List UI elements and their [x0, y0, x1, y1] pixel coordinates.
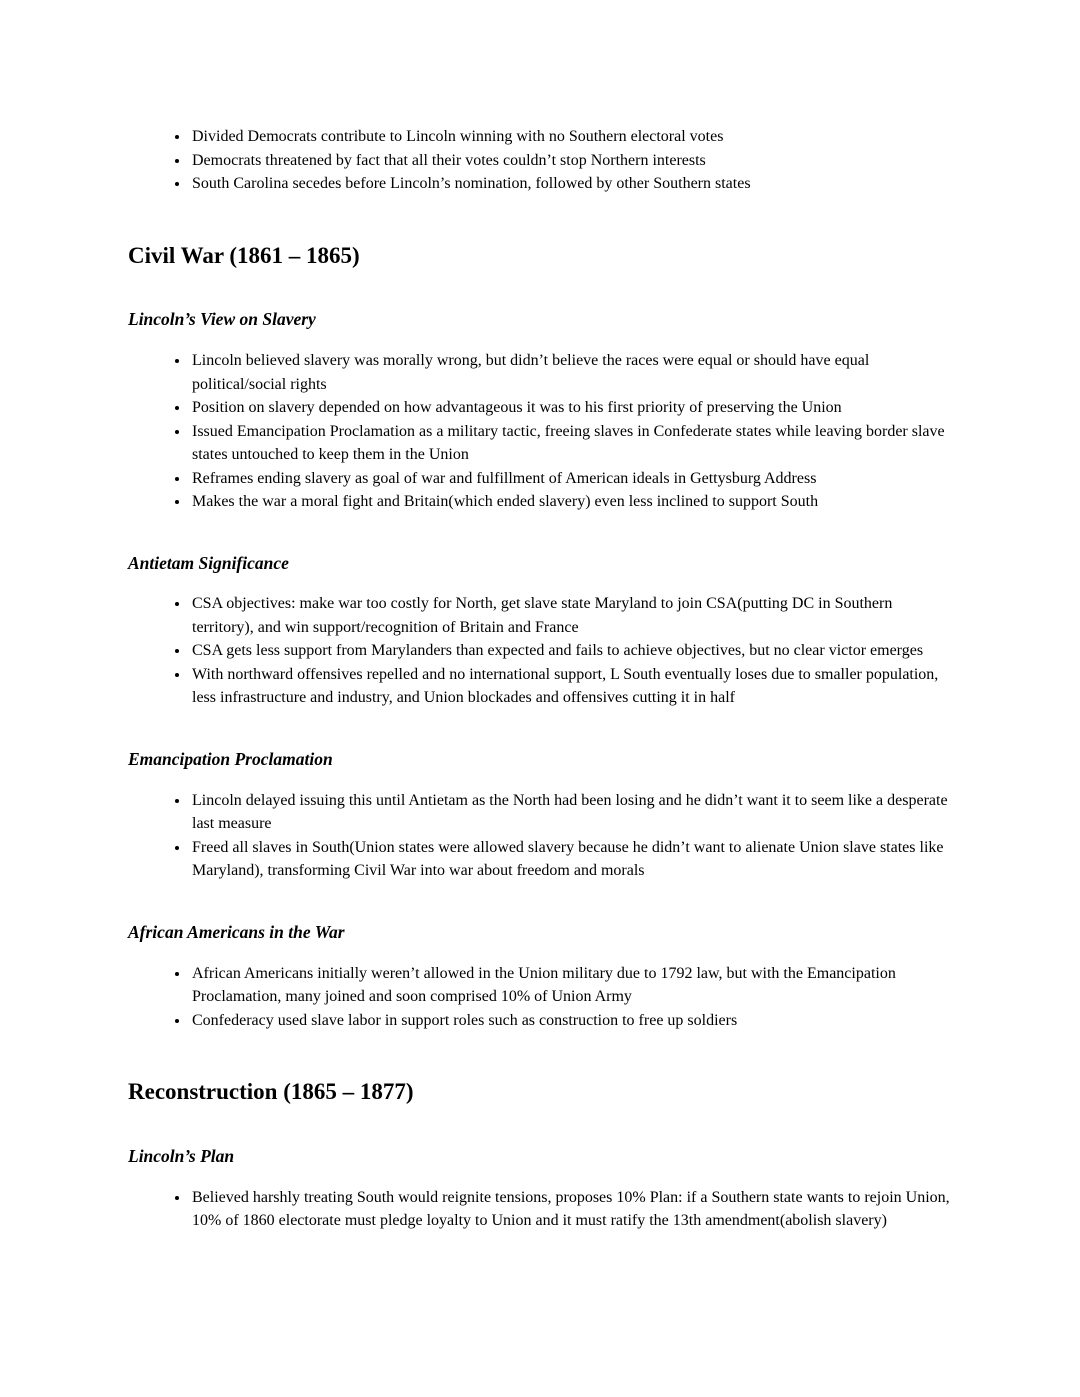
bullet-item: • Believed harshly treating South would reignite tensions, proposes 10% Plan: if a Southern state wants to rejoin Union, 10% of 1860 electorate must pledge loyalty to Union and it must ratify the 13th amendment(abolish slavery) [190, 1186, 950, 1233]
bullet-item: • Lincoln believed slavery was morally wrong, but didn’t believe the races were equal or should have equal political/social rights [190, 349, 950, 396]
bullet-item: • With northward offensives repelled and no international support, L South eventually loses due to smaller population, less infrastructure and industry, and Union blockades and offensives cutting it in half [190, 663, 950, 710]
bullet-item: • African Americans initially weren’t allowed in the Union military due to 1792 law, but with the Emancipation Proclamation, many joined and soon comprised 10% of Union Army [190, 962, 950, 1009]
subsection-title: Lincoln’s View on Slavery [128, 309, 316, 330]
bullet-item: • Makes the war a moral fight and Britain(which ended slavery) even less inclined to support South [190, 490, 950, 514]
bullet-item: • CSA gets less support from Marylanders than expected and fails to achieve objectives, but no clear victor emerges [190, 639, 950, 663]
subsection-title: Lincoln’s Plan [128, 1145, 235, 1166]
bullet-item: • Issued Emancipation Proclamation as a military tactic, freeing slaves in Confederate states while leaving border slave states untouched to keep them in the Union [190, 420, 950, 467]
bullet-item: • Reframes ending slavery as goal of war and fulfillment of American ideals in Gettysburg Address [190, 467, 950, 491]
bullet-item: • Position on slavery depended on how advantageous it was to his first priority of preserving the Union [190, 396, 950, 420]
bullet-item: • Divided Democrats contribute to Lincoln winning with no Southern electoral votes [190, 125, 950, 149]
section-title: Reconstruction (1865 – 1877) [128, 1079, 414, 1105]
bullet-item: • South Carolina secedes before Lincoln’s nomination, followed by other Southern states [190, 172, 950, 196]
bullet-list [128, 349, 950, 514]
bullet-item: • Freed all slaves in South(Union states were allowed slavery because he didn’t want to alienate Union slave states like Maryland), transforming Civil War into war about freedom and morals [190, 836, 950, 883]
bullet-list [128, 592, 950, 710]
bullet-item: • Lincoln delayed issuing this until Antietam as the North had been losing and he didn’t want it to seem like a desperate last measure [190, 789, 950, 836]
subsection-title: African Americans in the War [128, 921, 345, 942]
bullet-item: • Confederacy used slave labor in support roles such as construction to free up soldiers [190, 1009, 950, 1033]
bullet-list [128, 125, 950, 196]
bullet-list [128, 789, 950, 883]
bullet-item: • Democrats threatened by fact that all their votes couldn’t stop Northern interests [190, 149, 950, 173]
subsection-title: Emancipation Proclamation [128, 748, 333, 769]
subsection-title: Antietam Significance [128, 552, 289, 573]
bullet-item: • CSA objectives: make war too costly for North, get slave state Maryland to join CSA(putting DC in Southern territory), and win support/recognition of Britain and France [190, 592, 950, 639]
bullet-list [128, 962, 950, 1033]
bullet-list [128, 1186, 950, 1233]
section-title: Civil War (1861 – 1865) [128, 242, 360, 268]
